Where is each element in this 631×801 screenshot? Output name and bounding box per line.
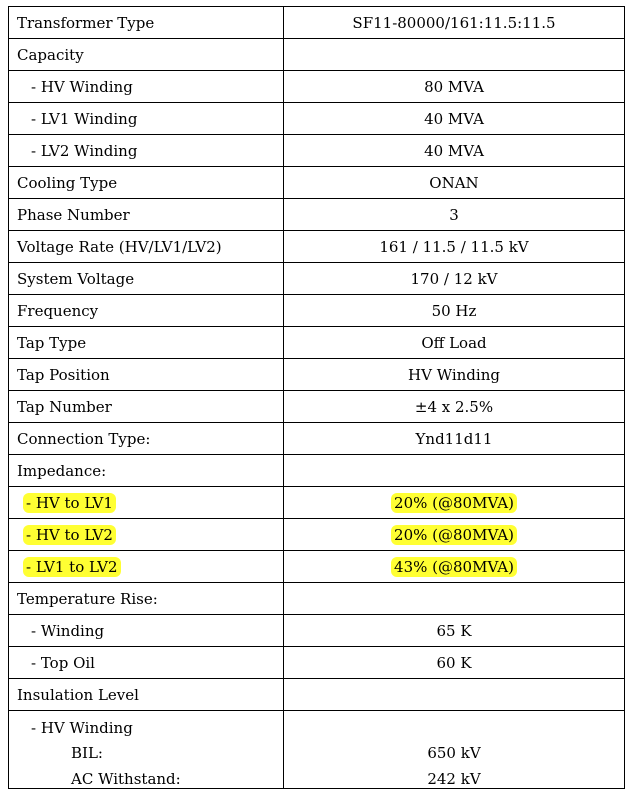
row-label: - LV2 Winding [9, 135, 284, 167]
table-row-hv-winding [9, 71, 625, 103]
table-row-lv1-to-lv2 [9, 551, 625, 583]
row-value: 170 / 12 kV [284, 263, 625, 295]
row-value: Off Load [284, 327, 625, 359]
table-row-tap-type [9, 327, 625, 359]
table-row-hv-winding-insulation [9, 711, 625, 789]
row-value: SF11-80000/161:11.5:11.5 [284, 7, 625, 39]
ac-withstand-label: AC Withstand: [71, 770, 181, 788]
row-value-cell [284, 551, 625, 583]
table-row-hv-to-lv2 [9, 519, 625, 551]
table-row-temperature-rise [9, 583, 625, 615]
row-label-cell [9, 487, 284, 519]
row-value-cell [284, 519, 625, 551]
highlighted-label: - HV to LV2 [23, 525, 116, 545]
row-value: 3 [284, 199, 625, 231]
row-value [284, 455, 625, 487]
row-label: Tap Position [9, 359, 284, 391]
row-value: 65 K [284, 615, 625, 647]
row-label: Phase Number [9, 199, 284, 231]
row-label: Transformer Type [9, 7, 284, 39]
row-value: 60 K [284, 647, 625, 679]
row-label: Frequency [9, 295, 284, 327]
row-value: 40 MVA [284, 103, 625, 135]
row-label: Tap Number [9, 391, 284, 423]
row-label: Tap Type [9, 327, 284, 359]
highlighted-value: 20% (@80MVA) [391, 525, 517, 545]
table-row-winding-temp [9, 615, 625, 647]
row-value: 80 MVA [284, 71, 625, 103]
row-label: Cooling Type [9, 167, 284, 199]
row-label: - LV1 Winding [9, 103, 284, 135]
highlighted-label: - HV to LV1 [23, 493, 116, 513]
table-row-system-voltage [9, 263, 625, 295]
table-row-voltage-rate [9, 231, 625, 263]
table-row-frequency [9, 295, 625, 327]
table-row-hv-to-lv1 [9, 487, 625, 519]
row-value: Ynd11d11 [284, 423, 625, 455]
row-label: Voltage Rate (HV/LV1/LV2) [9, 231, 284, 263]
table-row-connection-type [9, 423, 625, 455]
row-label: Insulation Level [9, 679, 284, 711]
table-row-phase-number [9, 199, 625, 231]
table-row-tap-number [9, 391, 625, 423]
row-value-cell [284, 711, 625, 789]
table-row-impedance [9, 455, 625, 487]
row-value: 40 MVA [284, 135, 625, 167]
table-row-insulation-level [9, 679, 625, 711]
bil-label: BIL: [71, 744, 103, 762]
bil-value: 650 kV [427, 744, 481, 762]
table-row-capacity [9, 39, 625, 71]
row-label: Temperature Rise: [9, 583, 284, 615]
table-row-lv1-winding [9, 103, 625, 135]
row-value: ONAN [284, 167, 625, 199]
highlighted-label: - LV1 to LV2 [23, 557, 121, 577]
row-label: System Voltage [9, 263, 284, 295]
sub-heading: - HV Winding [31, 719, 133, 737]
row-value: ±4 x 2.5% [284, 391, 625, 423]
row-value: 161 / 11.5 / 11.5 kV [284, 231, 625, 263]
row-label: - Top Oil [9, 647, 284, 679]
table-row-lv2-winding [9, 135, 625, 167]
row-value: HV Winding [284, 359, 625, 391]
row-label: Impedance: [9, 455, 284, 487]
row-value [284, 39, 625, 71]
row-value: 50 Hz [284, 295, 625, 327]
ac-withstand-value: 242 kV [427, 770, 481, 788]
table-row-transformer-type [9, 7, 625, 39]
row-value-cell [284, 487, 625, 519]
highlighted-value: 20% (@80MVA) [391, 493, 517, 513]
transformer-spec-table [8, 6, 625, 789]
table-row-cooling-type [9, 167, 625, 199]
row-label: - Winding [9, 615, 284, 647]
row-value [284, 583, 625, 615]
row-value [284, 679, 625, 711]
row-label: Connection Type: [9, 423, 284, 455]
row-label: - HV Winding [9, 71, 284, 103]
row-label-cell [9, 711, 284, 789]
highlighted-value: 43% (@80MVA) [391, 557, 517, 577]
row-label-cell [9, 551, 284, 583]
row-label-cell [9, 519, 284, 551]
table-row-tap-position [9, 359, 625, 391]
table-row-top-oil [9, 647, 625, 679]
row-label: Capacity [9, 39, 284, 71]
